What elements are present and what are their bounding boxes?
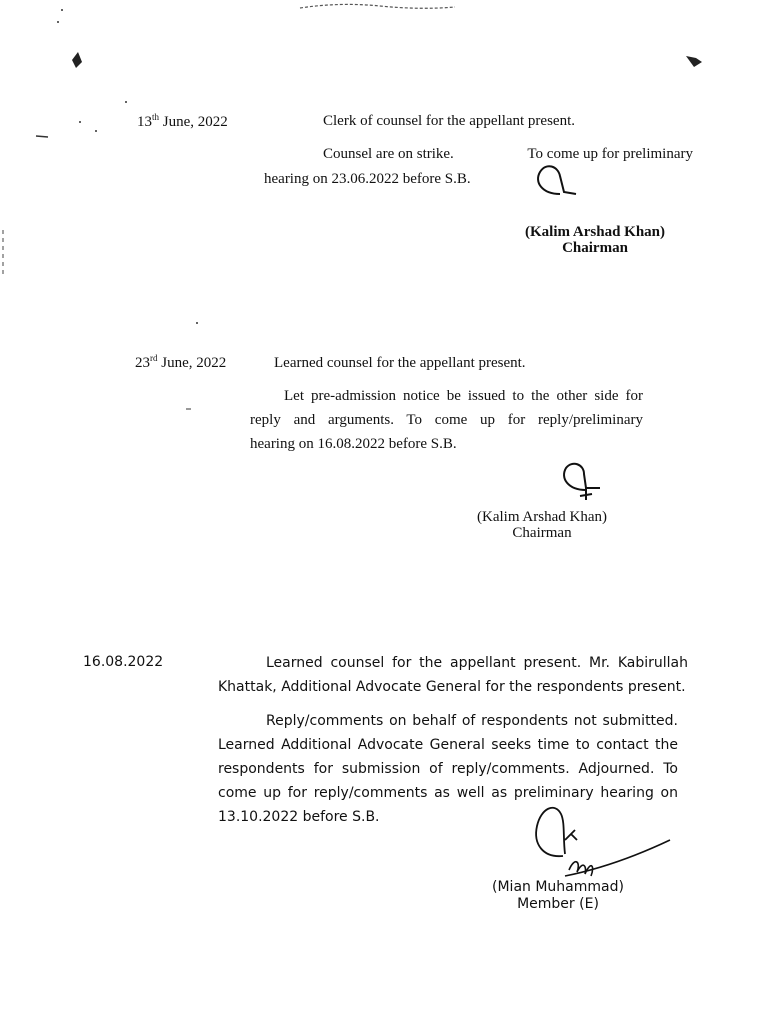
entry-3-paragraph-2-line-4: come up for reply/comments as well as preliminary hearing on <box>218 785 678 801</box>
entry-3-paragraph-2-line-5: 13.10.2022 before S.B. <box>218 809 380 825</box>
entry-3-paragraph-2-line-1: Reply/comments on behalf of respondents not submitted. <box>266 713 678 729</box>
entry-1-paragraph-2-line-2: hearing on 23.06.2022 before S.B. <box>264 171 471 187</box>
entry-3-paragraph-2-line-3: respondents for submission of reply/comments. Adjourned. To <box>218 761 678 777</box>
entry-3-signature <box>525 800 675 882</box>
entry-2-signatory-title: Chairman <box>512 525 572 541</box>
entry-2-signatory-name: (Kalim Arshad Khan) <box>477 509 607 525</box>
entry-3-paragraph-2-line-2: Learned Additional Advocate General seeks time to contact the <box>218 737 678 753</box>
entry-3-paragraph-1 <box>218 655 688 703</box>
entry-1-signature <box>530 160 580 204</box>
entry-2-date: 23rd June, 2022 <box>135 353 227 371</box>
entry-1-signatory-title: Chairman <box>562 240 628 256</box>
entry-1-signatory-name: (Kalim Arshad Khan) <box>524 224 666 240</box>
entry-3-paragraph-1-line-1: Learned counsel for the appellant present. Mr. Kabirullah <box>266 655 688 671</box>
entry-3-signatory-name: (Mian Muhammad) <box>492 879 624 895</box>
entry-1-paragraph-2-line-1: Counsel are on strike. To come up for preliminary <box>323 146 693 162</box>
entry-3-date: 16.08.2022 <box>83 654 164 670</box>
entry-2-paragraph-2-line-3: hearing on 16.08.2022 before S.B. <box>250 436 457 452</box>
entry-1-paragraph-1: Clerk of counsel for the appellant present. <box>323 113 575 129</box>
entry-2-paragraph-1: Learned counsel for the appellant present. <box>274 355 526 371</box>
entry-3-signatory-title: Member (E) <box>517 896 599 912</box>
entry-2-paragraph-2-line-1: Let pre-admission notice be issued to the other side for <box>284 388 643 404</box>
entry-3-paragraph-1-line-2: Khattak, Additional Advocate General for the respondents present. <box>218 679 686 695</box>
entry-2-signature <box>558 458 604 504</box>
entry-2-paragraph-2 <box>250 388 643 460</box>
entry-1-date: 13th June, 2022 <box>137 112 228 130</box>
entry-2-paragraph-2-line-2: reply and arguments. To come up for reply/preliminary <box>250 412 643 428</box>
